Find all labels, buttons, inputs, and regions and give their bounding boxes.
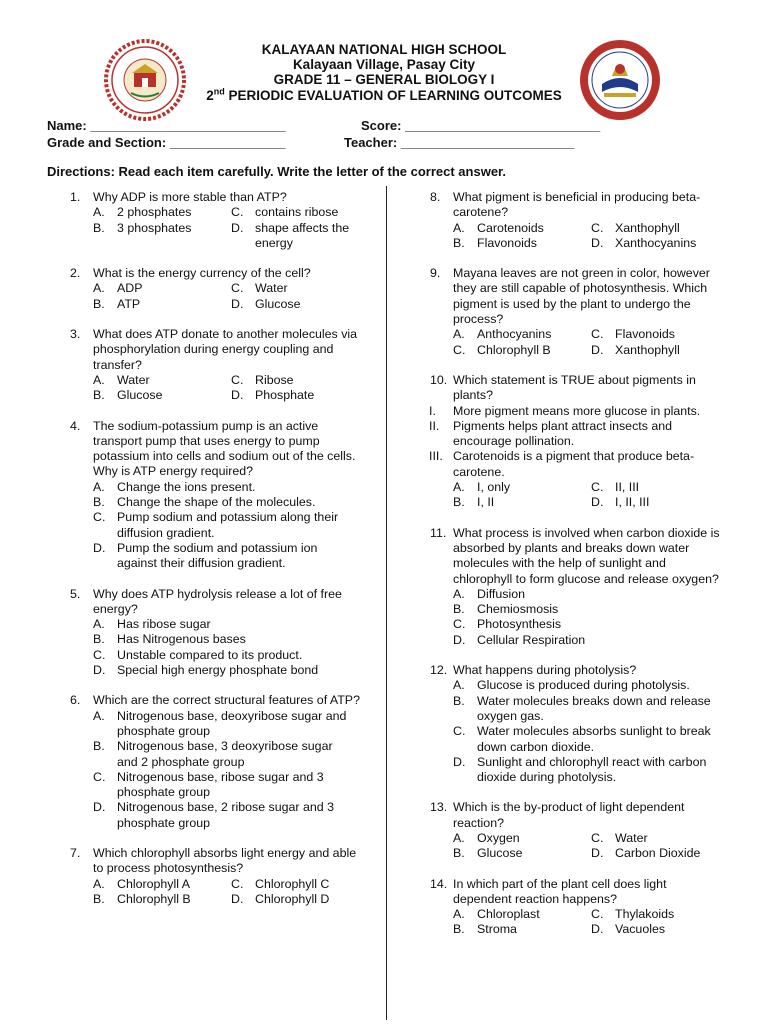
option-b[interactable]: B. Chemiosmosis <box>453 602 559 617</box>
option-c[interactable]: C. Chlorophyll C <box>231 876 330 891</box>
option-c[interactable]: C. Thylakoids <box>591 907 675 922</box>
question-stem: Which statement is TRUE about pigments in plants? <box>453 372 696 403</box>
answer-options <box>93 709 386 831</box>
answer-options <box>453 587 768 648</box>
eval-ordinal: 2 <box>206 88 214 103</box>
answer-options <box>93 617 386 678</box>
question-4 <box>0 419 386 572</box>
option-c[interactable]: C. Unstable compared to its product. <box>93 647 303 662</box>
option-b[interactable]: C. Chlorophyll B <box>453 342 551 357</box>
answer-options <box>453 907 768 938</box>
option-c[interactable]: C. Water <box>231 281 288 296</box>
question-10 <box>387 373 768 511</box>
option-b[interactable]: B. Glucose <box>93 388 163 403</box>
option-d[interactable]: D. Carbon Dioxide <box>591 846 701 861</box>
document-header <box>0 42 768 104</box>
option-b[interactable]: B. Chlorophyll B <box>93 891 191 906</box>
statement-iii: III. Carotenoids is a pigment that produce beta-carotene. <box>429 449 695 479</box>
school-address: Kalayaan Village, Pasay City <box>292 57 476 72</box>
question-13 <box>387 800 768 861</box>
option-a[interactable]: A. Water <box>93 372 150 387</box>
option-c[interactable]: C. Flavonoids <box>591 327 675 342</box>
answer-options <box>453 678 768 785</box>
option-b[interactable]: B. ATP <box>93 296 141 311</box>
question-number: 13. <box>430 800 448 815</box>
option-d[interactable]: D. shape affects the energy <box>231 220 350 250</box>
question-number: 14. <box>430 876 448 891</box>
option-d[interactable]: D. Nitrogenous base, 2 ribose sugar and 3 phosphate group <box>93 800 334 830</box>
option-a[interactable]: A. Chloroplast <box>453 907 540 922</box>
question-3 <box>0 327 386 403</box>
directions: Directions: Read each item carefully. Write the letter of the correct answer. <box>47 164 506 179</box>
question-11 <box>387 526 768 648</box>
evaluation-title <box>0 87 768 104</box>
question-number: 9. <box>430 266 441 281</box>
option-b[interactable]: B. Stroma <box>453 922 517 937</box>
option-c[interactable]: C. Nitrogenous base, ribose sugar and 3 phosphate group <box>93 769 324 800</box>
option-b[interactable]: B. Glucose <box>453 846 523 861</box>
question-stem: What process is involved when carbon dioxide is absorbed by plants and breaks down water molecules with the help of sunlight and chlorophyll to form glucose and release oxygen? <box>453 525 720 586</box>
option-d[interactable]: D. Xanthocyanins <box>591 235 697 250</box>
left-column <box>0 190 386 922</box>
option-c[interactable]: C. Water molecules absorbs sunlight to break down carbon dioxide. <box>453 724 711 754</box>
option-b[interactable]: B. Has Nitrogenous bases <box>93 632 246 647</box>
answer-options <box>93 373 386 404</box>
eval-ordinal-suffix: nd <box>213 86 225 97</box>
statement-ii: II. Pigments helps plant attract insects and encourage pollination. <box>429 418 673 449</box>
option-a[interactable]: A. Glucose is produced during photolysis. <box>453 678 690 693</box>
option-c[interactable]: C. Ribose <box>231 372 294 387</box>
question-number: 8. <box>430 190 441 204</box>
option-d[interactable]: D. Vacuoles <box>591 922 666 937</box>
question-stem: The sodium-potassium pump is an active transport pump that uses energy to pump potassium into cells and sodium out of the cells. Why is ATP energy required? <box>93 418 356 479</box>
question-2 <box>0 266 386 312</box>
option-a[interactable]: A. Has ribose sugar <box>93 617 211 632</box>
option-d[interactable]: D. Cellular Respiration <box>453 632 586 647</box>
question-7 <box>0 846 386 907</box>
score-field[interactable]: Score: ___________________________ <box>361 118 601 133</box>
question-stem: Mayana leaves are not green in color, however they are still capable of photosynthesis. Which pigment is used by the plant to undergo the process? <box>453 266 710 327</box>
option-a[interactable]: A. ADP <box>93 281 143 296</box>
question-number: 10. <box>430 372 448 387</box>
option-b[interactable]: B. Water molecules breaks down and release oxygen gas. <box>453 693 711 723</box>
question-stem: Why ADP is more stable than ATP? <box>93 190 287 204</box>
question-6 <box>0 693 386 831</box>
question-stem: In which part of the plant cell does light dependent reaction happens? <box>453 876 667 906</box>
question-stem: Which is the by-product of light dependent reaction? <box>453 800 685 830</box>
option-a[interactable]: A. Chlorophyll A <box>93 876 191 891</box>
school-name: KALAYAAN NATIONAL HIGH SCHOOL <box>261 42 507 57</box>
option-b[interactable]: B. I, II <box>453 495 495 510</box>
option-b[interactable]: B. Change the shape of the molecules. <box>93 495 316 510</box>
option-c[interactable]: C. Photosynthesis <box>453 617 562 632</box>
option-c[interactable]: C. Water <box>591 830 648 845</box>
option-c[interactable]: C. Pump sodium and potassium along their diffusion gradient. <box>93 510 339 540</box>
option-c[interactable]: C. Xanthophyll <box>591 220 680 235</box>
right-column <box>387 190 768 953</box>
question-number: 1. <box>70 190 81 204</box>
question-number: 4. <box>70 418 81 433</box>
option-a[interactable]: A. 2 phosphates <box>93 205 192 220</box>
question-14 <box>387 877 768 938</box>
answer-options <box>453 221 768 252</box>
option-d[interactable]: D. Xanthophyll <box>591 342 680 357</box>
question-12 <box>387 663 768 785</box>
eval-title-text: PERIODIC EVALUATION OF LEARNING OUTCOMES <box>228 88 562 103</box>
option-a[interactable]: A. Change the ions present. <box>93 479 256 494</box>
answer-options <box>453 480 768 511</box>
answer-options <box>93 281 386 312</box>
option-d[interactable]: D. Phosphate <box>231 388 315 403</box>
question-number: 11. <box>430 525 447 540</box>
option-a[interactable]: A. Diffusion <box>453 586 525 601</box>
option-d[interactable]: D. Glucose <box>231 296 301 311</box>
question-9 <box>387 266 768 358</box>
question-stem: What pigment is beneficial in producing beta-carotene? <box>453 190 701 220</box>
answer-options <box>453 831 768 862</box>
option-a[interactable]: A. Nitrogenous base, deoxyribose sugar and phosphate group <box>93 708 347 738</box>
option-a[interactable]: A. Anthocyanins <box>453 327 552 342</box>
option-b[interactable]: B. 3 phosphates <box>93 220 192 235</box>
grade-subject: GRADE 11 – GENERAL BIOLOGY I <box>273 72 495 87</box>
option-c[interactable]: C. contains ribose <box>231 205 339 220</box>
teacher-field[interactable]: Teacher: ________________________ <box>344 135 575 150</box>
option-a[interactable]: A. I, only <box>453 480 511 495</box>
answer-options <box>93 480 386 572</box>
option-a[interactable]: A. Carotenoids <box>453 220 544 235</box>
option-d[interactable]: D. Sunlight and chlorophyll react with carbon dioxide during photolysis. <box>453 754 707 785</box>
option-d[interactable]: D. I, II, III <box>591 495 650 510</box>
answer-options <box>453 327 768 358</box>
option-d[interactable]: D. Chlorophyll D <box>231 891 330 906</box>
question-number: 6. <box>70 693 81 708</box>
question-stem: What is the energy currency of the cell? <box>93 266 311 281</box>
option-a[interactable]: A. Oxygen <box>453 830 520 845</box>
option-b[interactable]: B. Flavonoids <box>453 235 537 250</box>
question-1 <box>0 190 386 251</box>
question-number: 5. <box>70 586 81 601</box>
question-number: 7. <box>70 845 81 860</box>
question-number: 3. <box>70 327 81 342</box>
question-stem: Which are the correct structural features of ATP? <box>93 693 360 708</box>
statement-i: I. More pigment means more glucose in plants. <box>429 403 701 418</box>
answer-options <box>93 205 386 251</box>
question-stem: Which chlorophyll absorbs light energy and able to process photosynthesis? <box>93 845 357 876</box>
question-stem: What does ATP donate to another molecules via phosphorylation during energy coupling and transfer? <box>93 327 358 372</box>
option-c[interactable]: C. II, III <box>591 480 640 495</box>
question-number: 2. <box>70 266 81 281</box>
statement-list <box>429 403 768 480</box>
name-field[interactable]: Name: ___________________________ <box>47 118 286 133</box>
grade-section-field[interactable]: Grade and Section: ________________ <box>47 135 286 150</box>
question-8 <box>387 190 768 251</box>
question-number: 12. <box>430 663 448 678</box>
question-stem: Why does ATP hydrolysis release a lot of free energy? <box>93 586 342 616</box>
option-d[interactable]: D. Pump the sodium and potassium ion against their diffusion gradient. <box>93 540 318 571</box>
option-d[interactable]: D. Special high energy phosphate bond <box>93 663 319 678</box>
question-stem: What happens during photolysis? <box>453 663 637 678</box>
option-b[interactable]: B. Nitrogenous base, 3 deoxyribose sugar and 2 phosphate group <box>93 739 333 769</box>
answer-options <box>93 877 386 908</box>
question-5 <box>0 587 386 679</box>
